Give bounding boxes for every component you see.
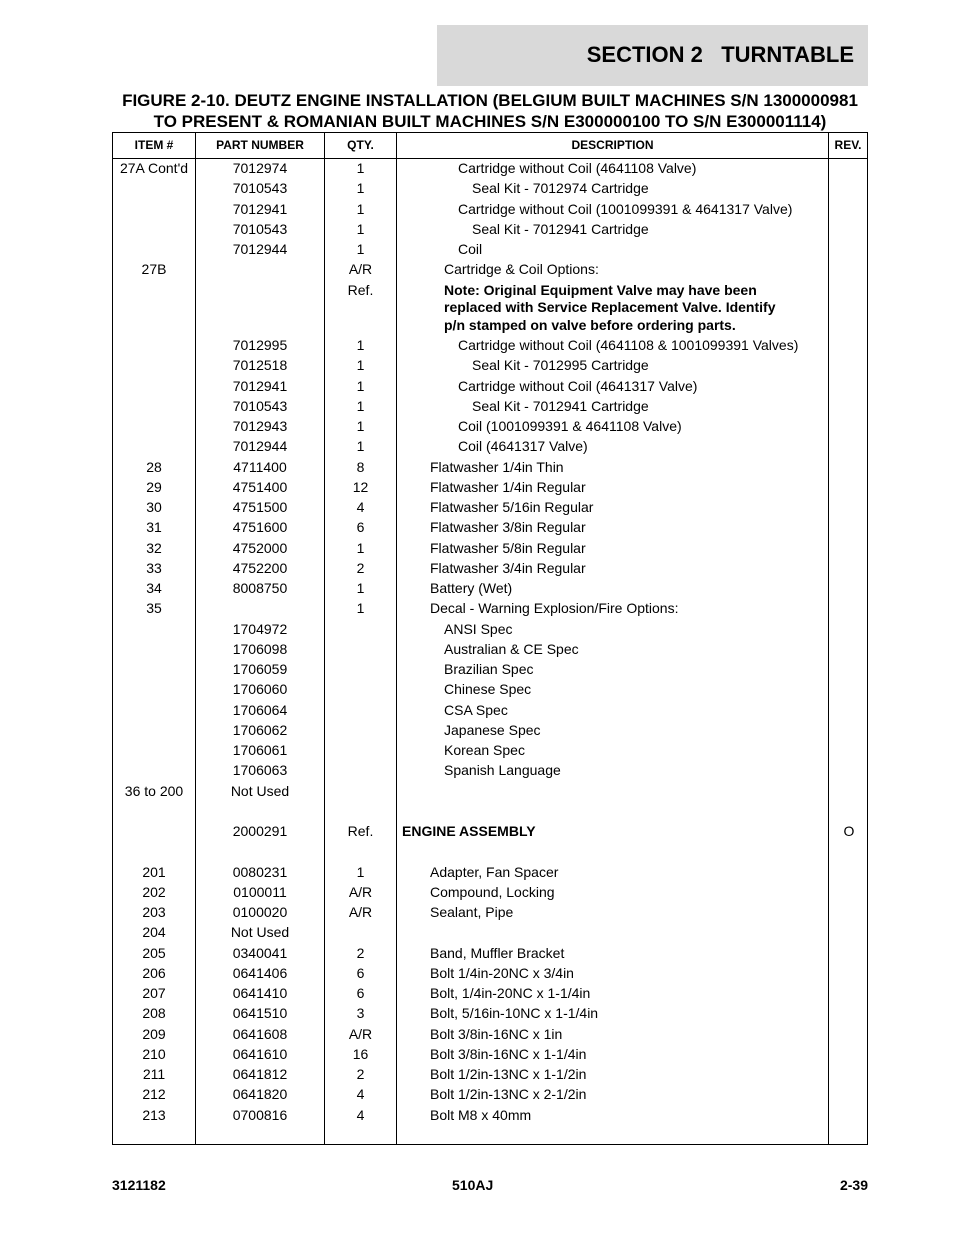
description: Bolt 3/8in-16NC x 1-1/4in xyxy=(430,1045,587,1062)
item-number: 27A Cont'd xyxy=(119,160,189,176)
description: Seal Kit - 7012974 Cartridge xyxy=(472,180,649,197)
item-number: 32 xyxy=(146,539,162,556)
quantity: A/R xyxy=(348,883,373,900)
description: Flatwasher 3/8in Regular xyxy=(430,519,586,536)
section-header xyxy=(437,25,868,86)
table-row xyxy=(113,782,867,802)
description: Bolt 3/8in-16NC x 1in xyxy=(430,1025,563,1042)
description: Adapter, Fan Spacer xyxy=(430,863,559,880)
table-row xyxy=(113,923,867,943)
table-row xyxy=(113,220,867,240)
part-number: 7012518 xyxy=(232,357,288,374)
item-number: 211 xyxy=(142,1066,166,1082)
table-row xyxy=(113,1004,867,1024)
description: Cartridge without Coil (1001099391 & 4641317 Valve) xyxy=(458,200,793,217)
part-number: 7012944 xyxy=(232,241,288,257)
description: Australian & CE Spec xyxy=(444,640,579,657)
part-number: 0641820 xyxy=(232,1086,288,1103)
part-number: 4752000 xyxy=(232,539,288,556)
description: Bolt, 5/16in-10NC x 1-1/4in xyxy=(430,1005,599,1022)
item-number: 34 xyxy=(146,580,162,596)
item-number: 203 xyxy=(142,904,166,920)
description: Cartridge without Coil (4641108 & 1001099391 Valves) xyxy=(458,337,799,353)
part-number: 1706062 xyxy=(232,721,288,738)
part-number: 0641608 xyxy=(232,1025,288,1042)
item-number: 31 xyxy=(146,519,162,536)
item-number: 212 xyxy=(142,1086,166,1103)
quantity: 6 xyxy=(356,964,365,981)
description: Chinese Spec xyxy=(444,681,532,698)
item-number: 29 xyxy=(146,478,162,495)
description: Seal Kit - 7012941 Cartridge xyxy=(472,397,649,414)
quantity: A/R xyxy=(348,904,373,920)
table-row xyxy=(113,903,867,923)
quantity: 1 xyxy=(356,200,365,217)
item-number: 213 xyxy=(142,1106,166,1123)
quantity: 1 xyxy=(356,220,365,237)
table-row xyxy=(113,281,867,337)
description: Bolt 1/4in-20NC x 3/4in xyxy=(430,964,574,981)
description: Flatwasher 1/4in Regular xyxy=(430,478,586,495)
table-row xyxy=(113,397,867,417)
table-row xyxy=(113,842,867,862)
parts-table xyxy=(112,132,868,1145)
part-number: 7012995 xyxy=(232,337,288,353)
header-qty: QTY. xyxy=(347,138,374,152)
quantity: 8 xyxy=(356,458,365,475)
quantity: A/R xyxy=(348,261,373,278)
table-row xyxy=(113,1045,867,1065)
table-row xyxy=(113,356,867,376)
description: Compound, Locking xyxy=(430,883,555,900)
part-number: 7010543 xyxy=(232,397,288,414)
part-number: 7012943 xyxy=(232,418,288,434)
description: Spanish Language xyxy=(444,762,561,779)
part-number: 8008750 xyxy=(232,580,288,596)
part-number: 1706098 xyxy=(232,640,288,657)
part-number: 1706063 xyxy=(232,762,288,779)
description: Cartridge without Coil (4641317 Valve) xyxy=(458,377,698,394)
part-number: 0641406 xyxy=(232,964,288,981)
table-body xyxy=(113,159,867,1126)
description: ANSI Spec xyxy=(444,620,513,637)
table-row xyxy=(113,701,867,721)
table-row xyxy=(113,944,867,964)
description: Korean Spec xyxy=(444,742,525,758)
item-number: 27B xyxy=(141,261,167,278)
item-number: 201 xyxy=(142,863,166,880)
description: Flatwasher 3/4in Regular xyxy=(430,559,586,576)
table-row xyxy=(113,377,867,397)
table-row xyxy=(113,478,867,498)
part-number: 4751600 xyxy=(232,519,288,536)
part-number: 2000291 xyxy=(232,823,288,839)
quantity: 6 xyxy=(356,519,365,536)
description: Brazilian Spec xyxy=(444,661,534,677)
table-row xyxy=(113,1025,867,1045)
description: Cartridge & Coil Options: xyxy=(444,261,599,278)
part-number: 0100011 xyxy=(233,883,287,900)
description: CSA Spec xyxy=(444,701,508,718)
description: Coil (4641317 Valve) xyxy=(458,438,588,455)
part-number: 1706059 xyxy=(232,661,288,677)
item-number: 206 xyxy=(142,964,166,981)
figure-title-line-1: FIGURE 2-10. DEUTZ ENGINE INSTALLATION (BELGIUM BUILT MACHINES S/N 1300000981 xyxy=(122,91,858,110)
revision: O xyxy=(843,823,855,839)
part-number: 1706064 xyxy=(232,701,288,718)
table-row xyxy=(113,579,867,599)
table-row xyxy=(113,741,867,761)
description: Band, Muffler Bracket xyxy=(430,944,565,961)
description: Seal Kit - 7012941 Cartridge xyxy=(472,220,649,237)
quantity: 4 xyxy=(356,499,365,515)
table-row xyxy=(113,660,867,680)
quantity: A/R xyxy=(348,1025,373,1042)
description: Seal Kit - 7012995 Cartridge xyxy=(472,357,649,374)
table-row xyxy=(113,1085,867,1105)
table-row xyxy=(113,518,867,538)
item-number: 36 to 200 xyxy=(124,782,184,799)
table-row xyxy=(113,1065,867,1085)
table-row xyxy=(113,498,867,518)
part-number: 0700816 xyxy=(232,1106,288,1123)
table-row xyxy=(113,458,867,478)
part-number: 0641510 xyxy=(232,1005,288,1022)
part-number: 7010543 xyxy=(232,180,288,197)
item-number: 210 xyxy=(142,1045,166,1062)
table-row xyxy=(113,721,867,741)
table-row xyxy=(113,822,867,842)
figure-title-line-2: TO PRESENT & ROMANIAN BUILT MACHINES S/N E300000100 TO S/N E300001114) xyxy=(153,112,827,131)
table-row xyxy=(113,599,867,619)
table-row xyxy=(113,437,867,457)
description: Coil (1001099391 & 4641108 Valve) xyxy=(458,418,682,434)
item-number: 205 xyxy=(142,944,166,961)
quantity: 12 xyxy=(352,478,369,495)
description: Bolt M8 x 40mm xyxy=(430,1106,532,1123)
quantity: 3 xyxy=(356,1005,365,1022)
quantity: 1 xyxy=(356,160,365,176)
footer-model: 510AJ xyxy=(452,1177,494,1193)
part-number: 1706060 xyxy=(232,681,288,698)
description: ENGINE ASSEMBLY xyxy=(402,823,536,839)
quantity: 1 xyxy=(356,438,365,455)
table-row xyxy=(113,559,867,579)
table-row xyxy=(113,863,867,883)
header-part-number: PART NUMBER xyxy=(216,138,304,152)
part-number: 7012941 xyxy=(232,377,288,394)
table-row xyxy=(113,802,867,822)
quantity: 1 xyxy=(356,863,365,880)
part-number: 0641812 xyxy=(232,1066,288,1082)
item-number: 35 xyxy=(146,600,162,617)
header-rev: REV. xyxy=(834,138,862,152)
quantity: 2 xyxy=(356,1066,365,1082)
item-number: 202 xyxy=(142,883,166,900)
part-number: 7012944 xyxy=(232,438,288,455)
description: Flatwasher 1/4in Thin xyxy=(430,458,564,475)
part-number: 4752200 xyxy=(232,559,288,576)
quantity: Ref. xyxy=(347,281,374,298)
table-row xyxy=(113,680,867,700)
quantity: 1 xyxy=(356,580,365,596)
table-row xyxy=(113,159,867,179)
part-number: 4751500 xyxy=(232,499,288,515)
header-description: DESCRIPTION xyxy=(571,138,654,152)
table-row xyxy=(113,336,867,356)
item-number: 209 xyxy=(142,1025,166,1042)
table-row xyxy=(113,883,867,903)
quantity: 2 xyxy=(356,559,365,576)
description: Cartridge without Coil (4641108 Valve) xyxy=(458,160,697,176)
footer-page-number: 2-39 xyxy=(839,1177,868,1193)
quantity: 1 xyxy=(356,377,365,394)
quantity: 1 xyxy=(356,539,365,556)
part-number: 1706061 xyxy=(232,742,288,758)
table-row xyxy=(113,240,867,260)
description: Flatwasher 5/8in Regular xyxy=(430,539,586,556)
item-number: 204 xyxy=(142,924,166,941)
part-number: Not Used xyxy=(230,924,290,941)
item-number: 30 xyxy=(146,499,162,515)
part-number: Not Used xyxy=(230,782,290,799)
description: Battery (Wet) xyxy=(430,580,513,596)
description: Decal - Warning Explosion/Fire Options: xyxy=(430,600,679,617)
item-number: 207 xyxy=(142,985,166,1001)
item-number: 208 xyxy=(142,1005,166,1022)
part-number: 0340041 xyxy=(232,944,288,961)
description: Flatwasher 5/16in Regular xyxy=(430,499,594,515)
description: Japanese Spec xyxy=(444,721,541,738)
quantity: 1 xyxy=(356,357,365,374)
quantity: 2 xyxy=(356,944,365,961)
description: Coil xyxy=(458,241,483,257)
quantity: 1 xyxy=(356,180,365,197)
table-row xyxy=(113,539,867,559)
section-title: SECTION 2 TURNTABLE xyxy=(586,42,854,67)
quantity: 1 xyxy=(356,600,365,617)
table-row xyxy=(113,984,867,1004)
table-row xyxy=(113,761,867,781)
table-row xyxy=(113,200,867,220)
part-number: 0080231 xyxy=(232,863,288,880)
quantity: 1 xyxy=(356,418,365,434)
description: Sealant, Pipe xyxy=(430,904,514,920)
part-number: 0641410 xyxy=(232,985,288,1001)
description: Bolt 1/2in-13NC x 1-1/2in xyxy=(430,1066,587,1082)
quantity: 1 xyxy=(356,397,365,414)
part-number: 7010543 xyxy=(232,220,288,237)
part-number: 4711400 xyxy=(233,458,287,475)
quantity: 16 xyxy=(352,1045,369,1062)
table-row xyxy=(113,964,867,984)
item-number: 33 xyxy=(146,559,162,576)
description: Bolt, 1/4in-20NC x 1-1/4in xyxy=(430,985,591,1001)
quantity: Ref. xyxy=(347,823,374,839)
table-row xyxy=(113,620,867,640)
part-number: 7012941 xyxy=(232,200,288,217)
quantity: 1 xyxy=(356,241,365,257)
figure-title xyxy=(100,90,880,132)
quantity: 6 xyxy=(356,985,365,1001)
table-row xyxy=(113,640,867,660)
part-number: 0641610 xyxy=(232,1045,288,1062)
table-row xyxy=(113,1106,867,1126)
part-number: 4751400 xyxy=(232,478,288,495)
description: Note: Original Equipment Valve may have been replaced with Service Replacement Valve. Identify p/n stamped on valve before ordering parts. xyxy=(444,281,776,333)
quantity: 4 xyxy=(356,1106,365,1123)
header-item: ITEM # xyxy=(134,138,174,152)
item-number: 28 xyxy=(146,458,162,475)
quantity: 4 xyxy=(356,1086,365,1103)
footer-doc-number: 3121182 xyxy=(112,1177,166,1193)
description: Bolt 1/2in-13NC x 2-1/2in xyxy=(430,1086,587,1103)
table-row xyxy=(113,417,867,437)
part-number: 0100020 xyxy=(232,904,288,920)
quantity: 1 xyxy=(356,337,365,353)
table-row xyxy=(113,260,867,280)
part-number: 7012974 xyxy=(232,160,288,176)
table-row xyxy=(113,179,867,199)
part-number: 1704972 xyxy=(232,620,288,637)
